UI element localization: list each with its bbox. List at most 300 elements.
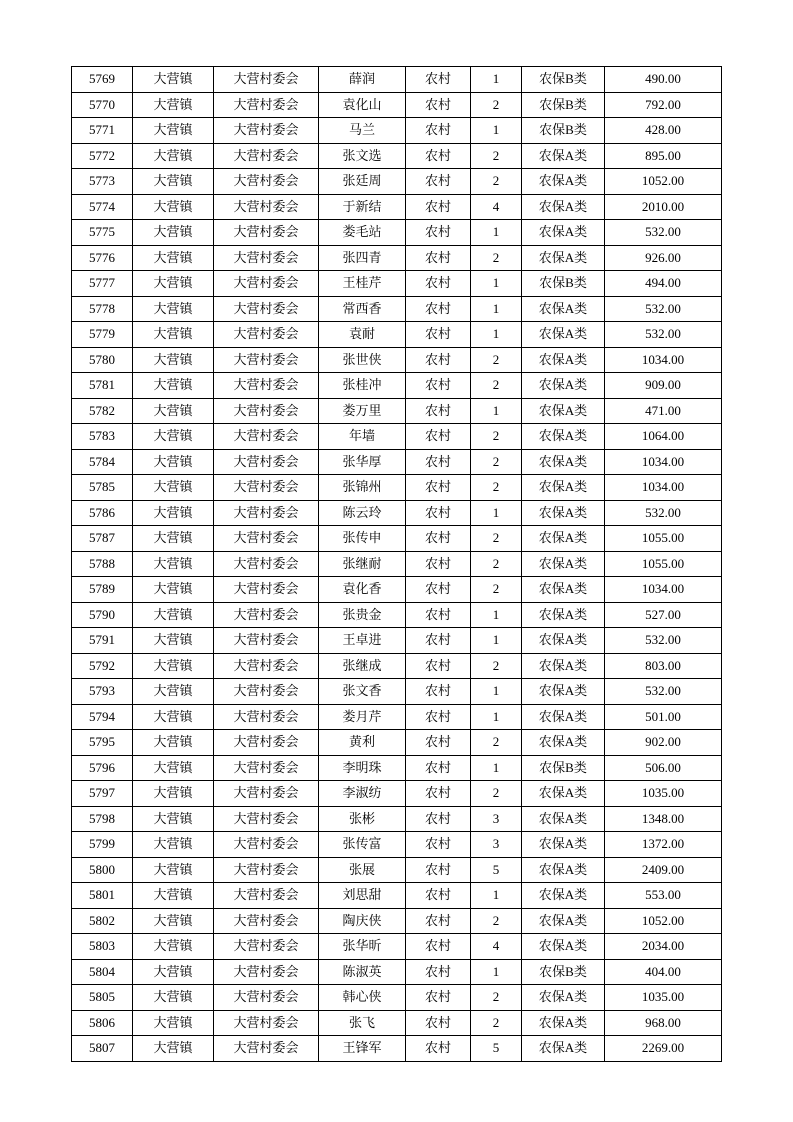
cell-seq: 5795: [72, 730, 133, 756]
cell-town: 大营镇: [133, 704, 214, 730]
cell-village: 大营村委会: [214, 194, 319, 220]
cell-amount: 792.00: [605, 92, 722, 118]
table-row: [72, 118, 722, 144]
table-row: [72, 449, 722, 475]
cell-type: 农村: [406, 398, 471, 424]
cell-name: 张贵金: [319, 602, 406, 628]
table-row: [72, 730, 722, 756]
cell-name: 陶庆侠: [319, 908, 406, 934]
cell-seq: 5782: [72, 398, 133, 424]
table-row: [72, 271, 722, 297]
cell-village: 大营村委会: [214, 908, 319, 934]
cell-town: 大营镇: [133, 806, 214, 832]
cell-category: 农保A类: [522, 194, 605, 220]
cell-count: 1: [471, 500, 522, 526]
table-row: [72, 755, 722, 781]
cell-type: 农村: [406, 730, 471, 756]
cell-amount: 506.00: [605, 755, 722, 781]
cell-name: 马兰: [319, 118, 406, 144]
table-row: [72, 883, 722, 909]
cell-count: 3: [471, 832, 522, 858]
cell-seq: 5792: [72, 653, 133, 679]
table-row: [72, 475, 722, 501]
cell-amount: 532.00: [605, 500, 722, 526]
cell-seq: 5800: [72, 857, 133, 883]
cell-type: 农村: [406, 959, 471, 985]
table-row: [72, 602, 722, 628]
cell-village: 大营村委会: [214, 628, 319, 654]
cell-category: 农保B类: [522, 92, 605, 118]
cell-town: 大营镇: [133, 373, 214, 399]
table-row: [72, 92, 722, 118]
cell-village: 大营村委会: [214, 755, 319, 781]
cell-amount: 527.00: [605, 602, 722, 628]
cell-amount: 1055.00: [605, 551, 722, 577]
cell-seq: 5773: [72, 169, 133, 195]
cell-type: 农村: [406, 602, 471, 628]
cell-seq: 5774: [72, 194, 133, 220]
cell-count: 2: [471, 373, 522, 399]
cell-name: 张展: [319, 857, 406, 883]
cell-town: 大营镇: [133, 245, 214, 271]
cell-seq: 5802: [72, 908, 133, 934]
cell-seq: 5787: [72, 526, 133, 552]
table-row: [72, 500, 722, 526]
cell-count: 4: [471, 934, 522, 960]
cell-count: 2: [471, 730, 522, 756]
cell-category: 农保A类: [522, 398, 605, 424]
cell-town: 大营镇: [133, 602, 214, 628]
cell-amount: 1052.00: [605, 169, 722, 195]
cell-count: 1: [471, 883, 522, 909]
cell-town: 大营镇: [133, 449, 214, 475]
cell-amount: 1034.00: [605, 475, 722, 501]
cell-count: 2: [471, 526, 522, 552]
cell-village: 大营村委会: [214, 781, 319, 807]
table-row: [72, 704, 722, 730]
cell-seq: 5784: [72, 449, 133, 475]
cell-name: 张文选: [319, 143, 406, 169]
cell-village: 大营村委会: [214, 220, 319, 246]
cell-category: 农保A类: [522, 934, 605, 960]
cell-count: 2: [471, 551, 522, 577]
cell-amount: 902.00: [605, 730, 722, 756]
cell-type: 农村: [406, 500, 471, 526]
cell-name: 张继耐: [319, 551, 406, 577]
cell-village: 大营村委会: [214, 526, 319, 552]
cell-category: 农保A类: [522, 679, 605, 705]
cell-count: 1: [471, 322, 522, 348]
cell-count: 1: [471, 959, 522, 985]
cell-category: 农保A类: [522, 245, 605, 271]
cell-name: 娄月芹: [319, 704, 406, 730]
table-row: [72, 577, 722, 603]
table-row: [72, 526, 722, 552]
cell-town: 大营镇: [133, 118, 214, 144]
cell-amount: 1052.00: [605, 908, 722, 934]
cell-town: 大营镇: [133, 500, 214, 526]
cell-name: 张继成: [319, 653, 406, 679]
subsidy-table: [71, 66, 722, 1062]
cell-seq: 5769: [72, 67, 133, 93]
cell-village: 大营村委会: [214, 398, 319, 424]
cell-category: 农保B类: [522, 271, 605, 297]
cell-town: 大营镇: [133, 628, 214, 654]
cell-name: 袁化香: [319, 577, 406, 603]
cell-category: 农保A类: [522, 602, 605, 628]
cell-category: 农保A类: [522, 577, 605, 603]
cell-village: 大营村委会: [214, 347, 319, 373]
cell-seq: 5778: [72, 296, 133, 322]
cell-village: 大营村委会: [214, 704, 319, 730]
cell-type: 农村: [406, 220, 471, 246]
cell-type: 农村: [406, 143, 471, 169]
cell-name: 张锦州: [319, 475, 406, 501]
cell-count: 1: [471, 271, 522, 297]
cell-name: 陈云玲: [319, 500, 406, 526]
cell-type: 农村: [406, 169, 471, 195]
cell-type: 农村: [406, 67, 471, 93]
cell-name: 袁耐: [319, 322, 406, 348]
cell-type: 农村: [406, 1010, 471, 1036]
cell-seq: 5776: [72, 245, 133, 271]
cell-town: 大营镇: [133, 194, 214, 220]
cell-seq: 5799: [72, 832, 133, 858]
table-row: [72, 1010, 722, 1036]
cell-count: 1: [471, 628, 522, 654]
cell-village: 大营村委会: [214, 424, 319, 450]
cell-name: 袁化山: [319, 92, 406, 118]
cell-amount: 494.00: [605, 271, 722, 297]
cell-town: 大营镇: [133, 220, 214, 246]
cell-amount: 2010.00: [605, 194, 722, 220]
cell-village: 大营村委会: [214, 118, 319, 144]
cell-name: 薛润: [319, 67, 406, 93]
cell-seq: 5775: [72, 220, 133, 246]
cell-type: 农村: [406, 118, 471, 144]
cell-town: 大营镇: [133, 92, 214, 118]
cell-category: 农保A类: [522, 347, 605, 373]
cell-amount: 926.00: [605, 245, 722, 271]
cell-name: 李明珠: [319, 755, 406, 781]
cell-town: 大营镇: [133, 959, 214, 985]
cell-category: 农保A类: [522, 781, 605, 807]
cell-name: 张彬: [319, 806, 406, 832]
cell-village: 大营村委会: [214, 985, 319, 1011]
cell-seq: 5781: [72, 373, 133, 399]
cell-category: 农保A类: [522, 1010, 605, 1036]
cell-category: 农保A类: [522, 730, 605, 756]
cell-name: 黄利: [319, 730, 406, 756]
cell-type: 农村: [406, 679, 471, 705]
cell-village: 大营村委会: [214, 934, 319, 960]
cell-seq: 5791: [72, 628, 133, 654]
cell-count: 1: [471, 755, 522, 781]
table-row: [72, 832, 722, 858]
cell-village: 大营村委会: [214, 857, 319, 883]
cell-name: 娄毛站: [319, 220, 406, 246]
cell-village: 大营村委会: [214, 832, 319, 858]
cell-seq: 5777: [72, 271, 133, 297]
cell-amount: 532.00: [605, 679, 722, 705]
cell-seq: 5804: [72, 959, 133, 985]
cell-count: 2: [471, 169, 522, 195]
cell-town: 大营镇: [133, 322, 214, 348]
cell-count: 1: [471, 602, 522, 628]
cell-amount: 1034.00: [605, 449, 722, 475]
cell-count: 2: [471, 424, 522, 450]
table-row: [72, 245, 722, 271]
cell-amount: 532.00: [605, 220, 722, 246]
cell-category: 农保A类: [522, 424, 605, 450]
cell-type: 农村: [406, 985, 471, 1011]
cell-village: 大营村委会: [214, 67, 319, 93]
cell-category: 农保A类: [522, 526, 605, 552]
cell-count: 2: [471, 985, 522, 1011]
cell-amount: 1372.00: [605, 832, 722, 858]
cell-amount: 532.00: [605, 296, 722, 322]
cell-town: 大营镇: [133, 730, 214, 756]
cell-name: 陈淑英: [319, 959, 406, 985]
table-row: [72, 985, 722, 1011]
cell-category: 农保A类: [522, 500, 605, 526]
cell-seq: 5797: [72, 781, 133, 807]
cell-type: 农村: [406, 832, 471, 858]
cell-count: 2: [471, 245, 522, 271]
cell-amount: 2409.00: [605, 857, 722, 883]
cell-count: 2: [471, 449, 522, 475]
table-row: [72, 1036, 722, 1062]
cell-count: 3: [471, 806, 522, 832]
cell-village: 大营村委会: [214, 449, 319, 475]
cell-seq: 5771: [72, 118, 133, 144]
cell-type: 农村: [406, 755, 471, 781]
table-row: [72, 67, 722, 93]
cell-amount: 968.00: [605, 1010, 722, 1036]
cell-seq: 5794: [72, 704, 133, 730]
cell-name: 王桂芹: [319, 271, 406, 297]
table-row: [72, 296, 722, 322]
cell-type: 农村: [406, 92, 471, 118]
cell-category: 农保B类: [522, 959, 605, 985]
cell-type: 农村: [406, 373, 471, 399]
cell-name: 常西香: [319, 296, 406, 322]
cell-type: 农村: [406, 245, 471, 271]
cell-count: 2: [471, 577, 522, 603]
cell-category: 农保A类: [522, 1036, 605, 1062]
cell-seq: 5796: [72, 755, 133, 781]
cell-type: 农村: [406, 194, 471, 220]
cell-village: 大营村委会: [214, 679, 319, 705]
table-row: [72, 781, 722, 807]
table-row: [72, 194, 722, 220]
cell-name: 张华昕: [319, 934, 406, 960]
cell-category: 农保A类: [522, 551, 605, 577]
cell-name: 王锋军: [319, 1036, 406, 1062]
cell-village: 大营村委会: [214, 271, 319, 297]
cell-category: 农保B类: [522, 755, 605, 781]
cell-town: 大营镇: [133, 781, 214, 807]
cell-town: 大营镇: [133, 755, 214, 781]
cell-count: 2: [471, 92, 522, 118]
cell-village: 大营村委会: [214, 169, 319, 195]
cell-type: 农村: [406, 806, 471, 832]
table-row: [72, 143, 722, 169]
cell-town: 大营镇: [133, 398, 214, 424]
cell-town: 大营镇: [133, 679, 214, 705]
cell-amount: 1055.00: [605, 526, 722, 552]
cell-amount: 2269.00: [605, 1036, 722, 1062]
cell-category: 农保A类: [522, 908, 605, 934]
cell-type: 农村: [406, 475, 471, 501]
cell-category: 农保A类: [522, 704, 605, 730]
cell-amount: 1034.00: [605, 347, 722, 373]
cell-category: 农保B类: [522, 67, 605, 93]
cell-village: 大营村委会: [214, 730, 319, 756]
cell-type: 农村: [406, 424, 471, 450]
cell-count: 1: [471, 679, 522, 705]
cell-seq: 5803: [72, 934, 133, 960]
cell-amount: 895.00: [605, 143, 722, 169]
cell-village: 大营村委会: [214, 653, 319, 679]
cell-town: 大营镇: [133, 296, 214, 322]
cell-town: 大营镇: [133, 857, 214, 883]
cell-town: 大营镇: [133, 653, 214, 679]
cell-category: 农保A类: [522, 220, 605, 246]
cell-seq: 5783: [72, 424, 133, 450]
cell-type: 农村: [406, 296, 471, 322]
cell-name: 张四青: [319, 245, 406, 271]
cell-type: 农村: [406, 551, 471, 577]
cell-name: 张传富: [319, 832, 406, 858]
table-row: [72, 934, 722, 960]
table-row: [72, 220, 722, 246]
cell-type: 农村: [406, 883, 471, 909]
table-row: [72, 169, 722, 195]
cell-count: 1: [471, 398, 522, 424]
cell-name: 娄万里: [319, 398, 406, 424]
cell-amount: 1035.00: [605, 781, 722, 807]
cell-village: 大营村委会: [214, 806, 319, 832]
cell-type: 农村: [406, 857, 471, 883]
cell-village: 大营村委会: [214, 92, 319, 118]
cell-village: 大营村委会: [214, 245, 319, 271]
cell-seq: 5772: [72, 143, 133, 169]
cell-town: 大营镇: [133, 985, 214, 1011]
cell-count: 4: [471, 194, 522, 220]
cell-seq: 5807: [72, 1036, 133, 1062]
cell-town: 大营镇: [133, 1010, 214, 1036]
cell-village: 大营村委会: [214, 1036, 319, 1062]
cell-town: 大营镇: [133, 424, 214, 450]
cell-category: 农保A类: [522, 653, 605, 679]
table-row: [72, 347, 722, 373]
cell-category: 农保A类: [522, 857, 605, 883]
cell-count: 1: [471, 118, 522, 144]
cell-type: 农村: [406, 271, 471, 297]
cell-village: 大营村委会: [214, 373, 319, 399]
cell-category: 农保A类: [522, 449, 605, 475]
cell-village: 大营村委会: [214, 500, 319, 526]
cell-count: 2: [471, 781, 522, 807]
cell-village: 大营村委会: [214, 551, 319, 577]
cell-amount: 553.00: [605, 883, 722, 909]
cell-village: 大营村委会: [214, 143, 319, 169]
cell-count: 5: [471, 857, 522, 883]
cell-name: 刘思甜: [319, 883, 406, 909]
cell-amount: 428.00: [605, 118, 722, 144]
table-row: [72, 373, 722, 399]
cell-amount: 532.00: [605, 628, 722, 654]
table-row: [72, 398, 722, 424]
table-row: [72, 551, 722, 577]
cell-name: 王卓进: [319, 628, 406, 654]
cell-type: 农村: [406, 347, 471, 373]
cell-name: 张廷周: [319, 169, 406, 195]
cell-town: 大营镇: [133, 883, 214, 909]
cell-count: 2: [471, 1010, 522, 1036]
cell-seq: 5780: [72, 347, 133, 373]
cell-seq: 5786: [72, 500, 133, 526]
cell-type: 农村: [406, 526, 471, 552]
cell-category: 农保A类: [522, 475, 605, 501]
cell-category: 农保A类: [522, 883, 605, 909]
cell-town: 大营镇: [133, 551, 214, 577]
cell-amount: 1034.00: [605, 577, 722, 603]
cell-village: 大营村委会: [214, 322, 319, 348]
cell-seq: 5770: [72, 92, 133, 118]
cell-category: 农保A类: [522, 322, 605, 348]
cell-type: 农村: [406, 449, 471, 475]
cell-amount: 1064.00: [605, 424, 722, 450]
cell-town: 大营镇: [133, 143, 214, 169]
cell-type: 农村: [406, 1036, 471, 1062]
cell-count: 2: [471, 908, 522, 934]
cell-seq: 5793: [72, 679, 133, 705]
cell-amount: 532.00: [605, 322, 722, 348]
cell-count: 2: [471, 475, 522, 501]
cell-type: 农村: [406, 577, 471, 603]
cell-village: 大营村委会: [214, 602, 319, 628]
cell-type: 农村: [406, 934, 471, 960]
cell-count: 2: [471, 143, 522, 169]
cell-type: 农村: [406, 781, 471, 807]
cell-category: 农保A类: [522, 143, 605, 169]
cell-village: 大营村委会: [214, 883, 319, 909]
cell-category: 农保A类: [522, 985, 605, 1011]
cell-name: 张文香: [319, 679, 406, 705]
table-row: [72, 628, 722, 654]
cell-category: 农保A类: [522, 373, 605, 399]
cell-count: 1: [471, 704, 522, 730]
cell-amount: 909.00: [605, 373, 722, 399]
cell-name: 韩心侠: [319, 985, 406, 1011]
cell-amount: 490.00: [605, 67, 722, 93]
cell-category: 农保A类: [522, 296, 605, 322]
cell-amount: 471.00: [605, 398, 722, 424]
cell-town: 大营镇: [133, 1036, 214, 1062]
cell-amount: 404.00: [605, 959, 722, 985]
cell-count: 1: [471, 220, 522, 246]
cell-amount: 2034.00: [605, 934, 722, 960]
cell-town: 大营镇: [133, 908, 214, 934]
cell-seq: 5805: [72, 985, 133, 1011]
cell-name: 张桂冲: [319, 373, 406, 399]
cell-seq: 5789: [72, 577, 133, 603]
cell-name: 张世侠: [319, 347, 406, 373]
cell-name: 李淑纺: [319, 781, 406, 807]
table-row: [72, 653, 722, 679]
